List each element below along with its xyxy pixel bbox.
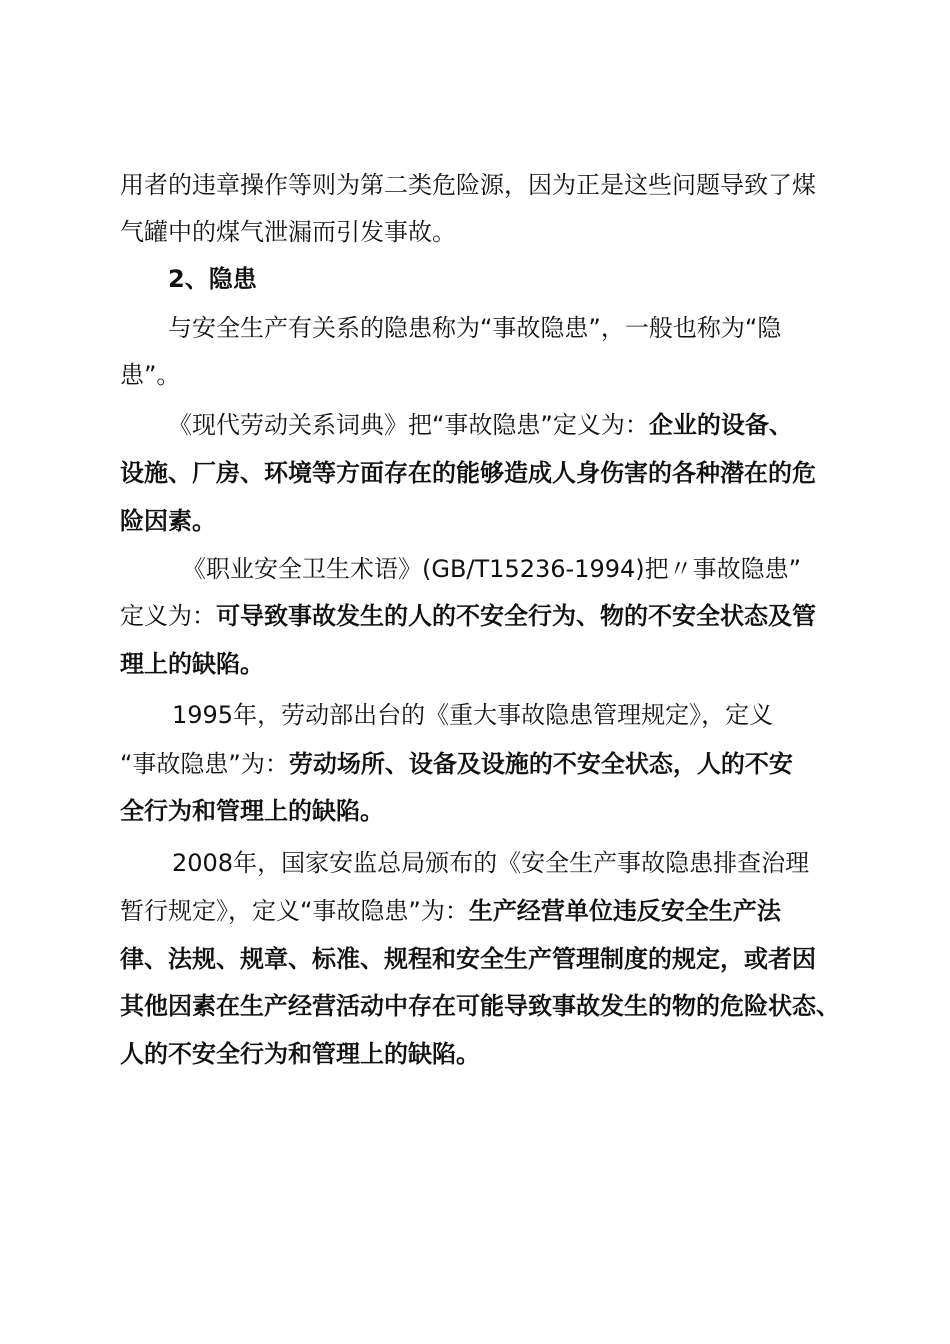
p6-line-3: 律、法规、规章、标准、规程和安全生产管理制度的规定，或者因: [120, 945, 816, 973]
p3-line-3: 险因素。: [120, 507, 216, 535]
p5-text: “事故隐患”为：: [120, 750, 289, 778]
p3-text: 《现代劳动关系词典》把“事故隐患”定义为：: [168, 411, 649, 439]
p3-line-2: 设施、厂房、环境等方面存在的能够造成人身伤害的各种潜在的危: [120, 459, 816, 487]
p2-line-2: 患”。: [120, 361, 181, 389]
p6-line-5: 人的不安全行为和管理上的缺陷。: [120, 1040, 480, 1068]
p5-definition: 劳动场所、设备及设施的不安全状态，人的不安: [288, 750, 793, 778]
p6-line-1: 2008年，国家安监总局颁布的《安全生产事故隐患排查治理: [172, 849, 810, 877]
p4-line-2: [120, 599, 840, 633]
p4-line-3: 理上的缺陷。: [120, 650, 264, 678]
p4-definition: 可导致事故发生的人的不安全行为、物的不安全状态及管: [216, 602, 816, 630]
p6-definition: 生产经营单位违反安全生产法: [468, 897, 781, 925]
p4-line-1: 《职业安全卫生术语》(GB/T15236-1994)把〃事故隐患”: [182, 555, 802, 583]
p6-line-4: 其他因素在生产经营活动中存在可能导致事故发生的物的危险状态、: [120, 992, 840, 1020]
p6-text: 暂行规定》，定义“事故隐患”为：: [120, 897, 469, 925]
p3-definition: 企业的设备、: [648, 411, 793, 439]
p5-line-1: 1995年，劳动部出台的《重大事故隐患管理规定》，定义: [172, 701, 774, 729]
p3-line-1: [168, 408, 888, 442]
p5-line-3: 全行为和管理上的缺陷。: [120, 797, 384, 825]
p4-text: 定义为：: [120, 602, 216, 630]
p2-line-1: 与安全生产有关系的隐患称为“事故隐患”，一般也称为“隐: [168, 314, 782, 342]
p6-line-2: [120, 894, 840, 928]
p1-line-1: 用者的违章操作等则为第二类危险源，因为正是这些问题导致了煤: [120, 171, 816, 199]
p1-line-2: 气罐中的煤气泄漏而引发事故。: [120, 218, 456, 246]
section-heading: 2、隐患: [168, 265, 257, 293]
p5-line-2: [120, 747, 840, 781]
